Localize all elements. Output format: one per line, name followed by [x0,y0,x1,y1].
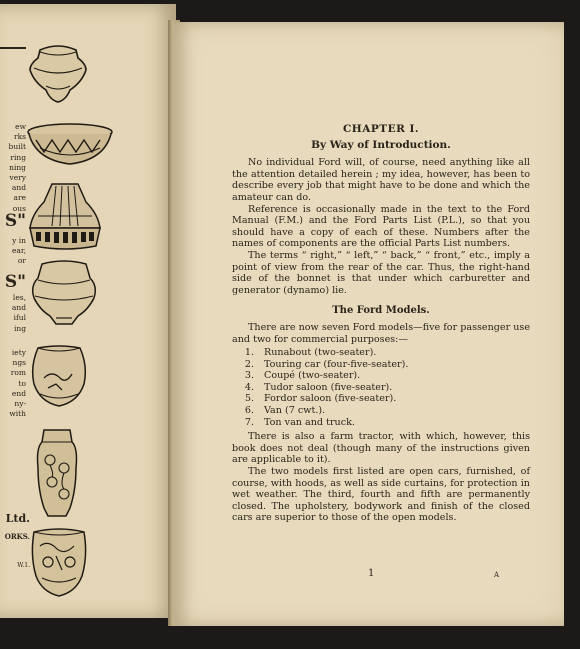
list-item: 3. Coupé (two-seater). [244,370,361,382]
paragraph-2: Reference is occasionally made in the text to the Ford Manual (F.M.) and the Ford Parts List (P.L.), so that you should have a copy of each of these. Numbers after the names of components are the official Parts List numbers. [232,203,530,250]
left-heading-s-2: S" [4,274,26,291]
beaded-lampshade-illustration [26,180,104,252]
page-content [232,124,530,524]
left-text-block-1: ew rks built ring ning very and are ous [8,122,26,213]
list-item: 7. Ton van and truck. [244,416,355,428]
paragraph-6: The two models first listed are open cars, furnished, of course, with hoods, as well as side curtains, for protection in wet weather. The third, fourth and fifth are permanently closed. The upholstery, bodywork and finish of the closed cars are superior to those of the open models. [232,466,530,524]
list-item: 4. Tudor saloon (five-seater). [244,381,393,393]
chapter-heading: CHAPTER I. [342,123,420,135]
ornate-vase-illustration [26,526,92,598]
bird-vase-illustration [26,344,92,410]
list-item: 1. Runabout (two-seater). [244,347,377,359]
left-page [0,4,176,618]
left-text-block-2: y in ear, or [11,236,26,266]
models-list [232,347,530,428]
left-text-block-3: les, and iful ing [11,293,26,333]
list-item: 6. Van (7 cwt.). [244,405,326,417]
list-item: 5. Fordor saloon (five-seater). [244,393,397,405]
paragraph-5: There is also a farm tractor, with which, however, this book does not deal (though many of the instructions given are applicable to it). [232,431,530,466]
left-rule [0,47,26,49]
globe-shade-illustration [26,258,102,328]
chapter-subtitle: By Way of Introduction. [311,138,451,151]
right-page [174,22,564,626]
left-address: W.1. [17,562,30,569]
lampshade-illustration-1 [26,42,90,104]
paragraph-1: No individual Ford will, of course, need anything like all the attention detailed herein ; my idea, however, has been to describe every job that might have to be done and which the amateur can do. [232,157,530,203]
left-text-block-4: iety ngs rom to end ny- with [9,348,26,419]
signature-mark: A [494,571,500,579]
page-number: 1 [368,568,375,579]
paragraph-3: The terms “ right,” “ left,” “ back,” “ front,” etc., imply a point of view from the rear of the car. Thus, the right-hand side of the bonnet is that under which carburetter and generator (dynamo) lie. [232,249,530,296]
bowl-illustration [26,122,114,168]
paragraph-4: There are now seven Ford models—five for passenger use and two for commercial purposes:— [232,321,531,345]
section-heading: The Ford Models. [332,305,430,317]
left-company-works: ORKS. [4,532,30,541]
left-heading-s-1: S" [4,213,26,230]
list-item: 2. Touring car (four-five-seater). [244,358,409,370]
tall-vase-illustration [26,428,88,518]
left-company-ltd: Ltd. [5,512,30,525]
